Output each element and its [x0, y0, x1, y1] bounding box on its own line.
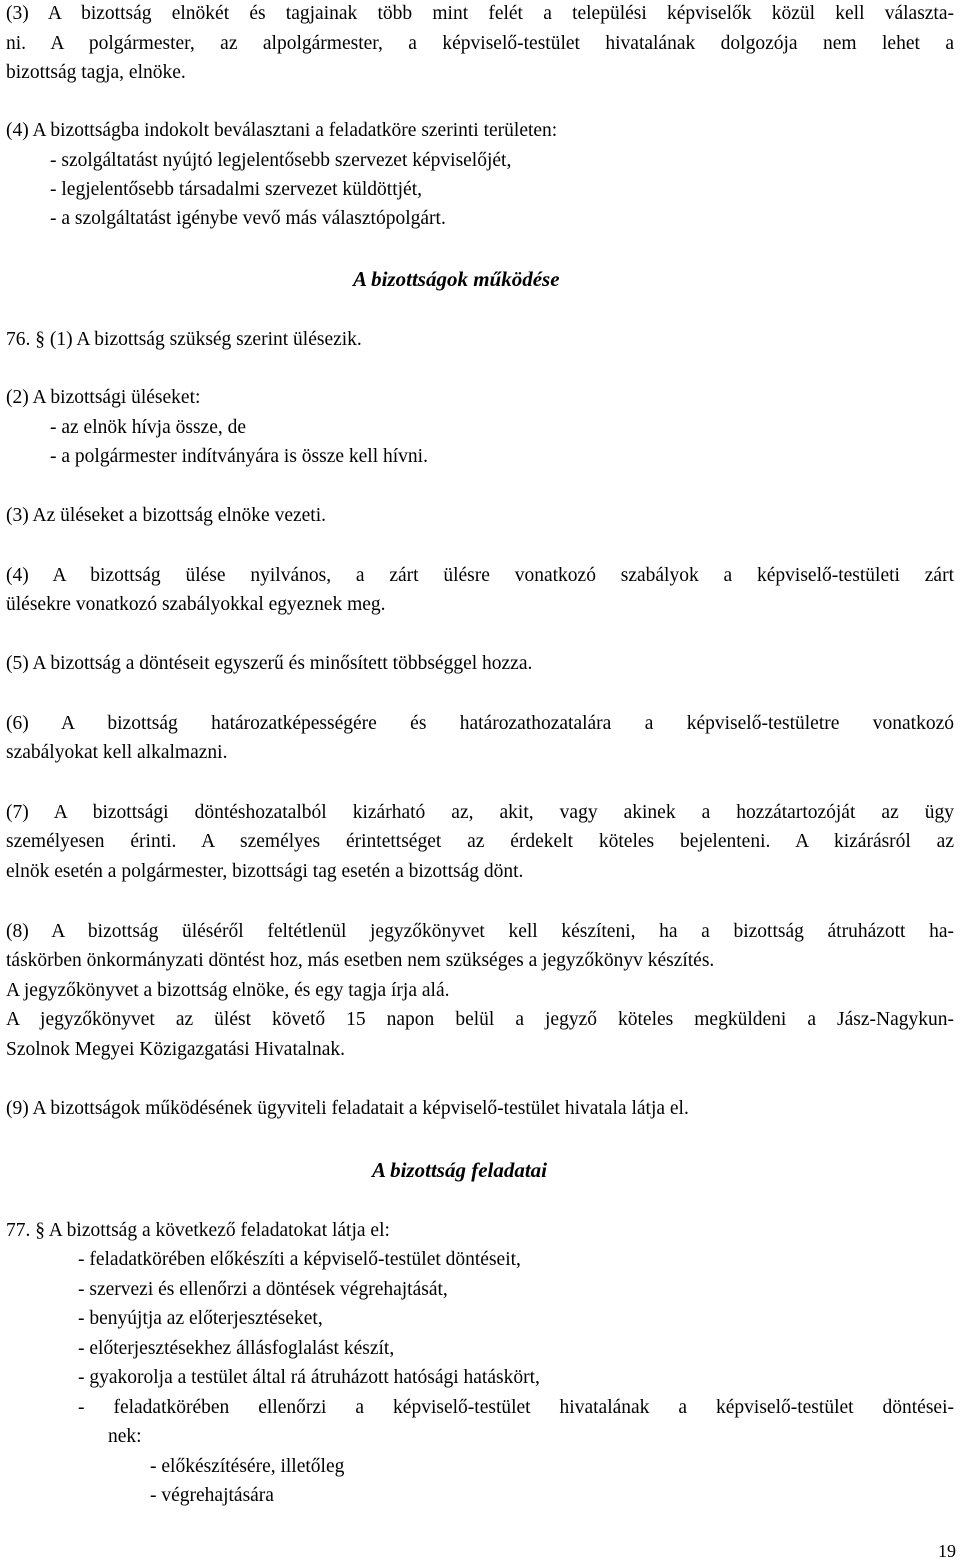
paragraph-76-8-line-3: A jegyzőkönyvet a bizottság elnöke, és egy tagja írja alá.: [6, 980, 450, 1001]
list-item: - feladatkörében előkészíti a képviselő-testület döntéseit,: [78, 1249, 521, 1270]
paragraph-77-intro: 77. § A bizottság a következő feladatokat látja el:: [6, 1220, 390, 1241]
section-heading-bizottsagok-mukodese: A bizottságok működése: [353, 267, 560, 291]
sub-list-item: - végrehajtására: [150, 1485, 274, 1506]
paragraph-75-3-line-3: bizottság tagja, elnöke.: [6, 62, 186, 83]
list-item: - legjelentősebb társadalmi szervezet küldöttjét,: [50, 179, 422, 200]
list-item: - feladatkörében ellenőrzi a képviselő-testület hivatalának a képviselő-testület döntései-: [78, 1397, 954, 1418]
sub-list-item: - előkészítésére, illetőleg: [150, 1456, 345, 1477]
section-heading-bizottsag-feladatai: A bizottság feladatai: [372, 1158, 548, 1182]
paragraph-76-3: (3) Az üléseket a bizottság elnöke vezeti.: [6, 505, 326, 526]
paragraph-76-6-line-2: szabályokat kell alkalmazni.: [6, 742, 228, 763]
paragraph-76-7-line-2: személyesen érinti. A személyes érintettséget az érdekelt köteles bejelenteni. A kizárásról az: [6, 831, 954, 852]
paragraph-76-2-intro: (2) A bizottsági üléseket:: [6, 387, 201, 408]
paragraph-76-5: (5) A bizottság a döntéseit egyszerű és minősített többséggel hozza.: [6, 653, 533, 674]
paragraph-76-8-line-4: A jegyzőkönyvet az ülést követő 15 napon belül a jegyző köteles megküldeni a Jász-Nagykun-: [6, 1009, 954, 1030]
list-item: - előterjesztésekhez állásfoglalást készít,: [78, 1338, 395, 1359]
list-item: - a polgármester indítványára is össze kell hívni.: [50, 446, 428, 467]
paragraph-75-3-line-1: (3) A bizottság elnökét és tagjainak több mint felét a települési képviselők közül kell választa-: [6, 3, 954, 24]
page-number: 19: [938, 1541, 956, 1561]
paragraph-75-3-line-2: ni. A polgármester, az alpolgármester, a képviselő-testület hivatalának dolgozója nem lehet a: [6, 33, 954, 54]
paragraph-76-7-line-1: (7) A bizottsági döntéshozatalból kizárható az, akit, vagy akinek a hozzátartozóját az ügy: [6, 802, 954, 823]
list-item: - a szolgáltatást igénybe vevő más választópolgárt.: [50, 208, 446, 229]
paragraph-76-8-line-1: (8) A bizottság üléséről feltétlenül jegyzőkönyvet kell készíteni, ha a bizottság átruházott ha-: [6, 921, 954, 942]
paragraph-76-4-line-1: (4) A bizottság ülése nyilvános, a zárt ülésre vonatkozó szabályok a képviselő-testületi zárt: [6, 565, 954, 586]
list-item-continuation: nek:: [108, 1426, 142, 1447]
paragraph-76-1: 76. § (1) A bizottság szükség szerint ülésezik.: [6, 329, 362, 350]
paragraph-76-8-line-5: Szolnok Megyei Közigazgatási Hivatalnak.: [6, 1039, 345, 1060]
list-item: - szervezi és ellenőrzi a döntések végrehajtását,: [78, 1279, 448, 1300]
paragraph-76-7-line-3: elnök esetén a polgármester, bizottsági tag esetén a bizottság dönt.: [6, 861, 524, 882]
paragraph-76-4-line-2: ülésekre vonatkozó szabályokkal egyeznek meg.: [6, 594, 386, 615]
paragraph-76-9: (9) A bizottságok működésének ügyviteli feladatait a képviselő-testület hivatala látja el.: [6, 1098, 689, 1119]
list-item: - benyújtja az előterjesztéseket,: [78, 1308, 323, 1329]
paragraph-76-6-line-1: (6) A bizottság határozatképességére és határozathozatalára a képviselő-testületre vonatkozó: [6, 713, 954, 734]
list-item: - gyakorolja a testület által rá átruházott hatósági hatáskört,: [78, 1367, 540, 1388]
paragraph-75-4-intro: (4) A bizottságba indokolt beválasztani a feladatköre szerinti területen:: [6, 120, 558, 141]
list-item: - az elnök hívja össze, de: [50, 417, 247, 438]
paragraph-76-8-line-2: táskörben önkormányzati döntést hoz, más esetben nem szükséges a jegyzőkönyv készítés.: [6, 950, 715, 971]
list-item: - szolgáltatást nyújtó legjelentősebb szervezet képviselőjét,: [50, 150, 512, 171]
